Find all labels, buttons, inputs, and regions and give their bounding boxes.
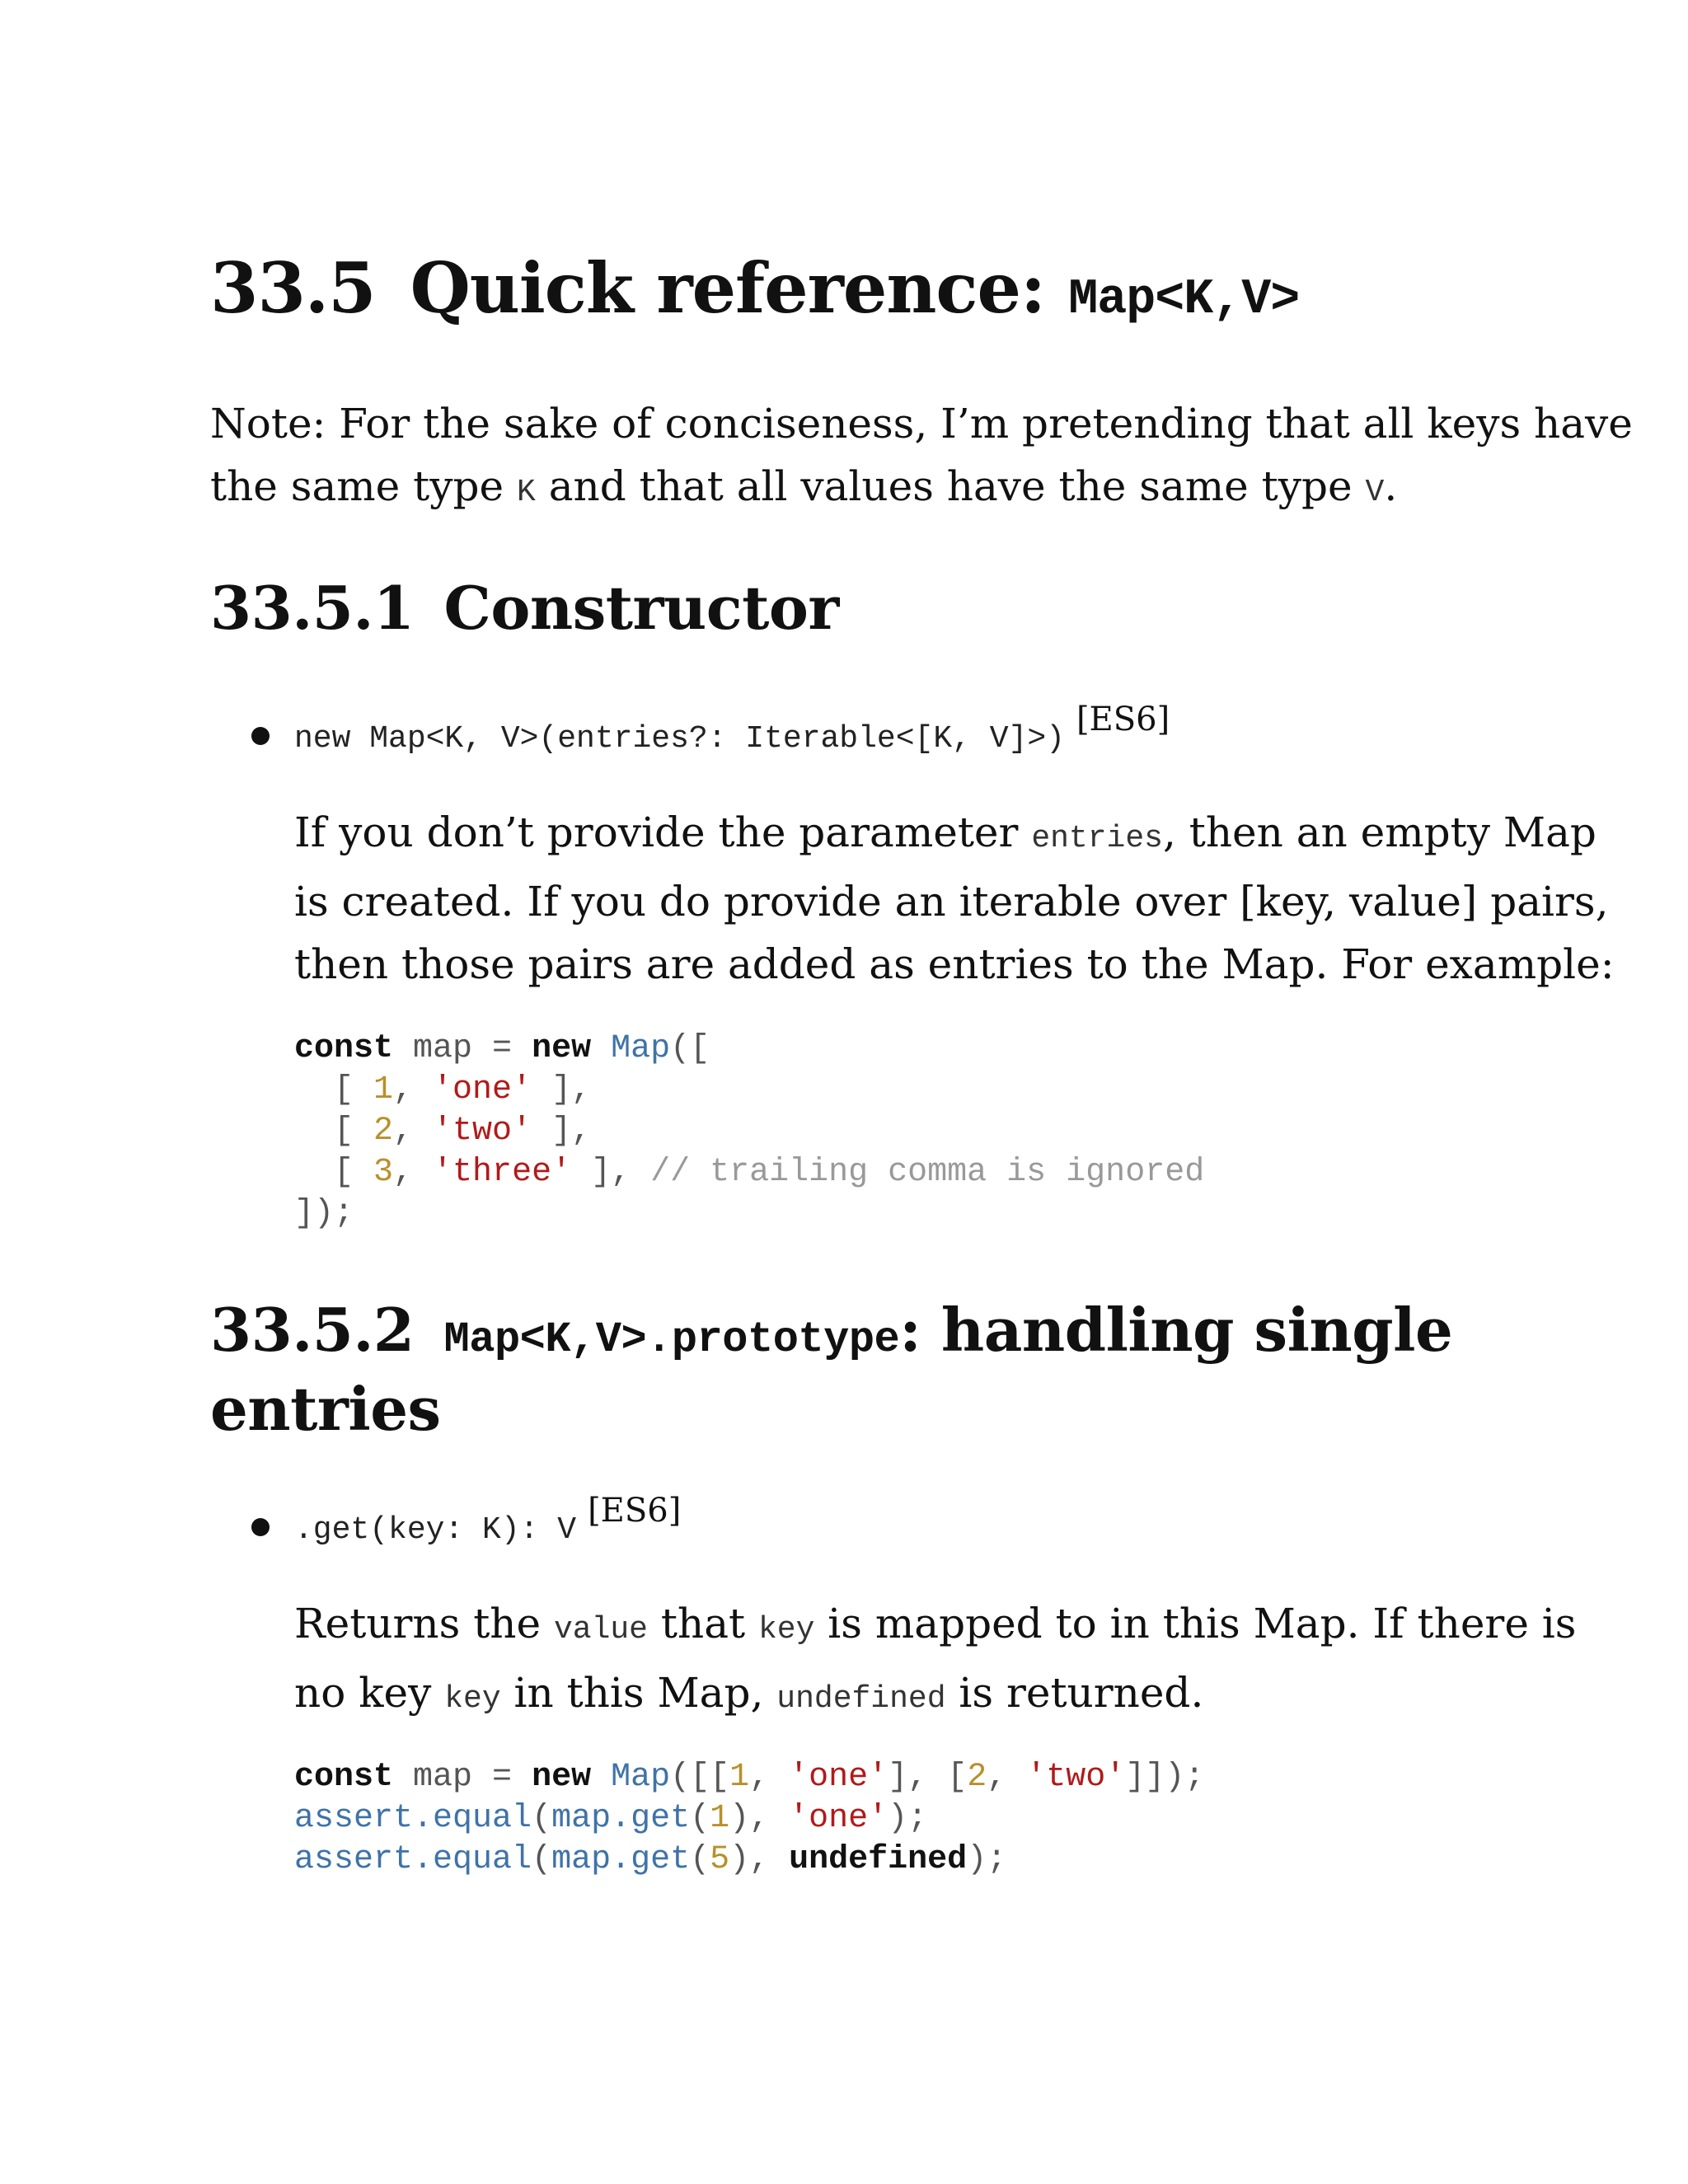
signature-code: new Map<K, V>(entries?: Iterable<[K, V]>)	[294, 721, 1065, 757]
code-token: 'one'	[789, 1800, 889, 1837]
code-token: map =	[393, 1759, 532, 1796]
bullet-icon	[251, 1518, 270, 1536]
inline-code-value: value	[553, 1612, 648, 1647]
section-number: 33.5	[210, 247, 376, 329]
section-title: Quick reference:	[410, 247, 1069, 329]
constructor-code-example	[294, 1029, 1204, 1235]
code-line	[294, 1152, 1204, 1193]
signature-code: .get(key: K): V	[294, 1512, 577, 1548]
code-line	[294, 1111, 1204, 1152]
desc-text: then those pairs are added as entries to the Map. For example:	[294, 940, 1615, 988]
desc-text: Returns the	[294, 1600, 554, 1647]
desc-text: is created. If you do provide an iterable over [key, value] pairs,	[294, 878, 1609, 926]
code-token: 2	[373, 1113, 394, 1150]
section-title-code: Map<K,V>	[1068, 272, 1300, 328]
code-line	[294, 1193, 1204, 1235]
code-line	[294, 1798, 1204, 1840]
code-token: ,	[393, 1113, 434, 1150]
code-token: ,	[987, 1759, 1027, 1796]
code-token: 'one'	[789, 1759, 889, 1796]
bullet-icon	[251, 727, 270, 745]
code-token: Map	[611, 1030, 671, 1067]
code-token: [	[294, 1071, 374, 1108]
note-line-1: Note: For the sake of conciseness, I’m pretending that all keys have	[210, 400, 1633, 448]
code-token: 3	[373, 1154, 394, 1191]
code-token: ),	[729, 1800, 790, 1837]
code-token: (	[532, 1800, 552, 1837]
code-line	[294, 1840, 1204, 1881]
code-token	[591, 1759, 611, 1796]
code-line	[294, 1757, 1204, 1798]
desc-text: , then an empty Map	[1162, 808, 1597, 856]
code-token: const	[294, 1759, 394, 1796]
code-line	[294, 1070, 1204, 1111]
get-signature	[294, 1492, 682, 1548]
code-token: assert.equal	[294, 1841, 532, 1878]
es6-tag: [ES6]	[1076, 701, 1170, 738]
code-token: // trailing comma is ignored	[650, 1154, 1205, 1191]
desc-text: is returned.	[945, 1669, 1204, 1717]
code-token: 'two'	[1026, 1759, 1126, 1796]
code-token: ([[	[670, 1759, 730, 1796]
code-token: ,	[393, 1071, 434, 1108]
code-token: (	[690, 1800, 710, 1837]
note-paragraph	[210, 392, 1633, 524]
code-token: map.get	[551, 1841, 691, 1878]
note-text: the same type	[210, 462, 517, 510]
code-token	[591, 1030, 611, 1067]
code-token: 1	[729, 1759, 750, 1796]
subsection-title: : handling single	[899, 1295, 1453, 1365]
code-token: ([	[670, 1030, 710, 1067]
subsection-heading-prototype	[210, 1296, 1452, 1444]
code-token: );	[888, 1800, 928, 1837]
desc-text: no key	[294, 1669, 445, 1717]
section-heading	[210, 247, 1299, 329]
note-text: and that all values have the same type	[535, 462, 1366, 510]
es6-tag: [ES6]	[588, 1492, 682, 1530]
code-line	[294, 1029, 1204, 1070]
note-text: .	[1384, 462, 1398, 510]
inline-code-v: V	[1365, 475, 1385, 510]
code-token: 5	[710, 1841, 730, 1878]
code-token: new	[532, 1759, 592, 1796]
code-token: 1	[373, 1071, 394, 1108]
code-token: ], [	[888, 1759, 968, 1796]
code-token: ]]);	[1125, 1759, 1205, 1796]
code-token: ),	[729, 1841, 790, 1878]
inline-code-key: key	[757, 1612, 815, 1647]
desc-text: is mapped to in this Map. If there is	[814, 1600, 1577, 1647]
subsection-heading-constructor	[210, 574, 839, 643]
code-token: ]);	[294, 1195, 354, 1232]
code-token: Map	[611, 1759, 671, 1796]
code-token: map =	[393, 1030, 532, 1067]
code-token: 2	[967, 1759, 987, 1796]
code-token: 1	[710, 1800, 730, 1837]
code-token: ],	[532, 1113, 592, 1150]
subsection-title-line2: entries	[210, 1374, 441, 1444]
code-token: ,	[749, 1759, 790, 1796]
constructor-description	[294, 801, 1615, 996]
code-token: ],	[571, 1154, 651, 1191]
code-token: map.get	[551, 1800, 691, 1837]
subsection-title-code: Map<K,V>.prototype	[443, 1315, 900, 1364]
code-token: ,	[393, 1154, 434, 1191]
code-token: 'one'	[433, 1071, 532, 1108]
desc-text: that	[648, 1600, 758, 1647]
inline-code-k: K	[516, 475, 536, 510]
code-token: );	[967, 1841, 1007, 1878]
get-description	[294, 1592, 1576, 1731]
subsection-number: 33.5.2	[210, 1295, 415, 1365]
inline-code-undefined: undefined	[776, 1681, 946, 1717]
code-token: [	[294, 1113, 374, 1150]
inline-code-entries: entries	[1031, 821, 1163, 856]
code-token: [	[294, 1154, 374, 1191]
code-token: 'two'	[433, 1113, 532, 1150]
get-code-example	[294, 1757, 1204, 1881]
code-token: (	[532, 1841, 552, 1878]
code-token: assert.equal	[294, 1800, 532, 1837]
desc-text: in this Map,	[500, 1669, 777, 1717]
code-token: new	[532, 1030, 592, 1067]
desc-text: If you don’t provide the parameter	[294, 808, 1032, 856]
code-token: const	[294, 1030, 394, 1067]
constructor-signature	[294, 701, 1170, 757]
code-token: (	[690, 1841, 710, 1878]
code-token: ],	[532, 1071, 592, 1108]
subsection-title: Constructor	[443, 573, 839, 643]
inline-code-key: key	[444, 1681, 501, 1717]
code-token: 'three'	[433, 1154, 572, 1191]
subsection-number: 33.5.1	[210, 573, 415, 643]
code-token: undefined	[789, 1841, 968, 1878]
